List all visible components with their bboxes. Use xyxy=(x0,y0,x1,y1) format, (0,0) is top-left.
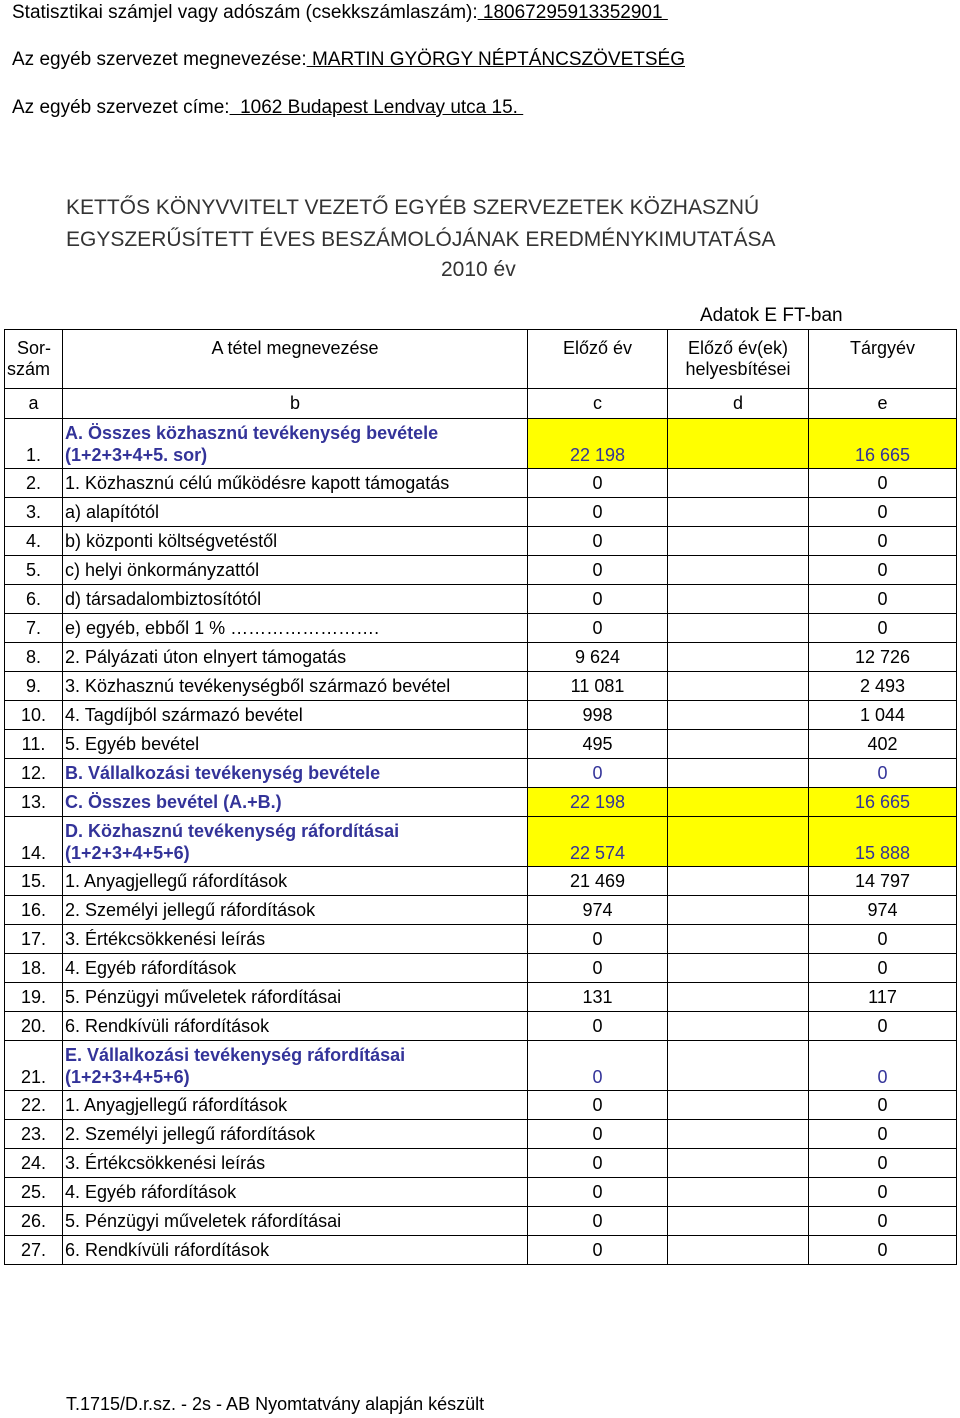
row-number: 1. xyxy=(5,419,63,469)
row-label: 1. Közhasznú célú működésre kapott támogatás xyxy=(63,469,528,498)
row-number: 25. xyxy=(5,1178,63,1207)
table-row xyxy=(5,527,957,556)
col-header-cur-2 xyxy=(809,359,957,389)
row-prev-year: 22 198 xyxy=(528,419,668,469)
col-header-name: A tétel megnevezése xyxy=(63,330,528,360)
org-address-line xyxy=(12,97,523,119)
table-row xyxy=(5,614,957,643)
row-corrections xyxy=(668,983,809,1012)
row-number: 18. xyxy=(5,954,63,983)
row-current-year: 16 665 xyxy=(809,788,957,817)
row-label: 3. Értékcsökkenési leírás xyxy=(63,1149,528,1178)
col-letter: c xyxy=(528,389,668,419)
row-label: e) egyéb, ebből 1 % ……………………. xyxy=(63,614,528,643)
table-row xyxy=(5,469,957,498)
col-header-no: Sor- xyxy=(5,330,63,360)
table-row xyxy=(5,759,957,788)
row-label: b) központi költségvetéstől xyxy=(63,527,528,556)
col-letter: e xyxy=(809,389,957,419)
row-prev-year: 495 xyxy=(528,730,668,759)
row-current-year: 0 xyxy=(809,469,957,498)
tax-id-value: 18067295913352901 xyxy=(477,2,668,23)
row-number: 20. xyxy=(5,1012,63,1041)
row-label: 3. Közhasznú tevékenységből származó bevétel xyxy=(63,672,528,701)
row-label: 4. Tagdíjból származó bevétel xyxy=(63,701,528,730)
col-letter: b xyxy=(63,389,528,419)
row-prev-year: 0 xyxy=(528,1012,668,1041)
row-current-year: 0 xyxy=(809,759,957,788)
row-current-year: 0 xyxy=(809,1149,957,1178)
row-prev-year: 0 xyxy=(528,954,668,983)
header-row-2 xyxy=(5,359,957,389)
row-corrections xyxy=(668,1178,809,1207)
row-number: 10. xyxy=(5,701,63,730)
row-number: 3. xyxy=(5,498,63,527)
row-number: 4. xyxy=(5,527,63,556)
row-number: 19. xyxy=(5,983,63,1012)
row-corrections xyxy=(668,614,809,643)
col-letter: a xyxy=(5,389,63,419)
table-row xyxy=(5,817,957,867)
tax-id-label: Statisztikai számjel vagy adószám (csekkszámlaszám): xyxy=(12,2,478,23)
col-header-corr: Előző év(ek) xyxy=(668,330,809,360)
table-row xyxy=(5,1012,957,1041)
table-row xyxy=(5,1041,957,1091)
col-header-cur: Tárgyév xyxy=(809,330,957,360)
table-row xyxy=(5,498,957,527)
row-label: 2. Pályázati úton elnyert támogatás xyxy=(63,643,528,672)
row-prev-year: 0 xyxy=(528,759,668,788)
row-prev-year: 0 xyxy=(528,1207,668,1236)
row-number: 23. xyxy=(5,1120,63,1149)
row-prev-year: 998 xyxy=(528,701,668,730)
row-prev-year: 9 624 xyxy=(528,643,668,672)
row-number: 27. xyxy=(5,1236,63,1265)
row-prev-year: 22 198 xyxy=(528,788,668,817)
table-row xyxy=(5,419,957,469)
row-label: A. Összes közhasznú tevékenység bevétele (1+2+3+4+5. sor) xyxy=(63,419,528,469)
col-header-prev: Előző év xyxy=(528,330,668,360)
org-address-label: Az egyéb szervezet címe: xyxy=(12,97,230,118)
row-label: 5. Pénzügyi műveletek ráfordításai xyxy=(63,1207,528,1236)
row-number: 9. xyxy=(5,672,63,701)
title-year: 2010 év xyxy=(441,258,516,281)
row-label: 6. Rendkívüli ráfordítások xyxy=(63,1236,528,1265)
row-current-year: 402 xyxy=(809,730,957,759)
col-header-no-2: szám xyxy=(5,359,63,389)
row-number: 5. xyxy=(5,556,63,585)
table-row xyxy=(5,1149,957,1178)
row-label: d) társadalombiztosítótól xyxy=(63,585,528,614)
row-current-year: 0 xyxy=(809,585,957,614)
table-row xyxy=(5,788,957,817)
row-current-year: 0 xyxy=(809,527,957,556)
row-corrections xyxy=(668,585,809,614)
row-corrections xyxy=(668,788,809,817)
table-row xyxy=(5,954,957,983)
row-prev-year: 0 xyxy=(528,556,668,585)
row-current-year: 16 665 xyxy=(809,419,957,469)
table-row xyxy=(5,585,957,614)
table-row xyxy=(5,1091,957,1120)
table-row xyxy=(5,1207,957,1236)
row-prev-year: 0 xyxy=(528,614,668,643)
header-row-1 xyxy=(5,330,957,360)
row-number: 21. xyxy=(5,1041,63,1091)
row-label: 4. Egyéb ráfordítások xyxy=(63,1178,528,1207)
table-row xyxy=(5,867,957,896)
col-header-name-2 xyxy=(63,359,528,389)
table-row xyxy=(5,1120,957,1149)
row-current-year: 12 726 xyxy=(809,643,957,672)
row-corrections xyxy=(668,1236,809,1265)
org-name-line xyxy=(12,49,685,71)
row-number: 16. xyxy=(5,896,63,925)
tax-id-line xyxy=(12,2,668,24)
row-prev-year: 11 081 xyxy=(528,672,668,701)
row-label: 1. Anyagjellegű ráfordítások xyxy=(63,1091,528,1120)
table-row xyxy=(5,983,957,1012)
row-number: 11. xyxy=(5,730,63,759)
row-corrections xyxy=(668,419,809,469)
row-prev-year: 0 xyxy=(528,585,668,614)
row-label: 2. Személyi jellegű ráfordítások xyxy=(63,1120,528,1149)
row-number: 22. xyxy=(5,1091,63,1120)
row-prev-year: 0 xyxy=(528,1236,668,1265)
row-current-year: 2 493 xyxy=(809,672,957,701)
row-label: 4. Egyéb ráfordítások xyxy=(63,954,528,983)
row-corrections xyxy=(668,1012,809,1041)
row-corrections xyxy=(668,867,809,896)
row-current-year: 0 xyxy=(809,1178,957,1207)
row-prev-year: 0 xyxy=(528,1120,668,1149)
table-row xyxy=(5,730,957,759)
row-corrections xyxy=(668,1120,809,1149)
table-row xyxy=(5,556,957,585)
row-label: 2. Személyi jellegű ráfordítások xyxy=(63,896,528,925)
row-corrections xyxy=(668,469,809,498)
row-corrections xyxy=(668,498,809,527)
row-corrections xyxy=(668,730,809,759)
row-current-year: 0 xyxy=(809,1012,957,1041)
row-corrections xyxy=(668,759,809,788)
row-prev-year: 0 xyxy=(528,1041,668,1091)
column-letter-row xyxy=(5,389,957,419)
row-current-year: 1 044 xyxy=(809,701,957,730)
row-current-year: 0 xyxy=(809,1120,957,1149)
row-number: 24. xyxy=(5,1149,63,1178)
row-number: 6. xyxy=(5,585,63,614)
row-corrections xyxy=(668,672,809,701)
row-prev-year: 0 xyxy=(528,469,668,498)
row-current-year: 14 797 xyxy=(809,867,957,896)
col-header-corr-2: helyesbítései xyxy=(668,359,809,389)
row-label: B. Vállalkozási tevékenység bevétele xyxy=(63,759,528,788)
row-current-year: 0 xyxy=(809,556,957,585)
row-prev-year: 21 469 xyxy=(528,867,668,896)
row-prev-year: 0 xyxy=(528,1149,668,1178)
row-prev-year: 0 xyxy=(528,527,668,556)
row-corrections xyxy=(668,896,809,925)
row-prev-year: 0 xyxy=(528,1178,668,1207)
row-label: c) helyi önkormányzattól xyxy=(63,556,528,585)
row-number: 14. xyxy=(5,817,63,867)
row-current-year: 0 xyxy=(809,1236,957,1265)
row-prev-year: 974 xyxy=(528,896,668,925)
row-label: 1. Anyagjellegű ráfordítások xyxy=(63,867,528,896)
table-row xyxy=(5,1178,957,1207)
row-prev-year: 0 xyxy=(528,498,668,527)
row-number: 7. xyxy=(5,614,63,643)
row-prev-year: 131 xyxy=(528,983,668,1012)
row-number: 2. xyxy=(5,469,63,498)
row-label: 6. Rendkívüli ráfordítások xyxy=(63,1012,528,1041)
row-prev-year: 22 574 xyxy=(528,817,668,867)
row-current-year: 0 xyxy=(809,954,957,983)
row-number: 8. xyxy=(5,643,63,672)
org-address-value: 1062 Budapest Lendvay utca 15. xyxy=(229,97,524,118)
row-corrections xyxy=(668,1149,809,1178)
row-label: D. Közhasznú tevékenység ráfordításai (1+2+3+4+5+6) xyxy=(63,817,528,867)
row-current-year: 974 xyxy=(809,896,957,925)
row-current-year: 0 xyxy=(809,498,957,527)
row-corrections xyxy=(668,954,809,983)
org-name-value: MARTIN GYÖRGY NÉPTÁNCSZÖVETSÉG xyxy=(306,49,685,70)
row-number: 12. xyxy=(5,759,63,788)
row-prev-year: 0 xyxy=(528,925,668,954)
row-corrections xyxy=(668,643,809,672)
unit-note: Adatok E FT-ban xyxy=(700,305,843,326)
table-row xyxy=(5,925,957,954)
row-current-year: 0 xyxy=(809,1041,957,1091)
table-row xyxy=(5,896,957,925)
row-corrections xyxy=(668,701,809,730)
row-number: 17. xyxy=(5,925,63,954)
row-corrections xyxy=(668,1041,809,1091)
title-line-2: EGYSZERŰSÍTETT ÉVES BESZÁMOLÓJÁNAK EREDMÉNYKIMUTATÁSA xyxy=(66,228,776,251)
row-current-year: 0 xyxy=(809,1207,957,1236)
row-corrections xyxy=(668,925,809,954)
row-number: 15. xyxy=(5,867,63,896)
row-corrections xyxy=(668,817,809,867)
row-number: 13. xyxy=(5,788,63,817)
row-current-year: 117 xyxy=(809,983,957,1012)
col-letter: d xyxy=(668,389,809,419)
row-current-year: 0 xyxy=(809,925,957,954)
org-name-label: Az egyéb szervezet megnevezése: xyxy=(12,49,307,70)
income-statement-table xyxy=(4,329,957,1265)
row-prev-year: 0 xyxy=(528,1091,668,1120)
row-label: E. Vállalkozási tevékenység ráfordításai (1+2+3+4+5+6) xyxy=(63,1041,528,1091)
footer-note: T.1715/D.r.sz. - 2s - AB Nyomtatvány alapján készült xyxy=(66,1394,485,1414)
row-current-year: 15 888 xyxy=(809,817,957,867)
row-label: 5. Pénzügyi műveletek ráfordításai xyxy=(63,983,528,1012)
row-corrections xyxy=(668,1207,809,1236)
table-row xyxy=(5,701,957,730)
row-corrections xyxy=(668,527,809,556)
row-current-year: 0 xyxy=(809,614,957,643)
row-label: 3. Értékcsökkenési leírás xyxy=(63,925,528,954)
row-number: 26. xyxy=(5,1207,63,1236)
row-label: C. Összes bevétel (A.+B.) xyxy=(63,788,528,817)
row-corrections xyxy=(668,556,809,585)
table-row xyxy=(5,672,957,701)
row-corrections xyxy=(668,1091,809,1120)
row-label: a) alapítótól xyxy=(63,498,528,527)
col-header-prev-2 xyxy=(528,359,668,389)
table-row xyxy=(5,1236,957,1265)
row-current-year: 0 xyxy=(809,1091,957,1120)
title-line-1: KETTŐS KÖNYVVITELT VEZETŐ EGYÉB SZERVEZETEK KÖZHASZNÚ xyxy=(66,196,760,219)
row-label: 5. Egyéb bevétel xyxy=(63,730,528,759)
table-row xyxy=(5,643,957,672)
